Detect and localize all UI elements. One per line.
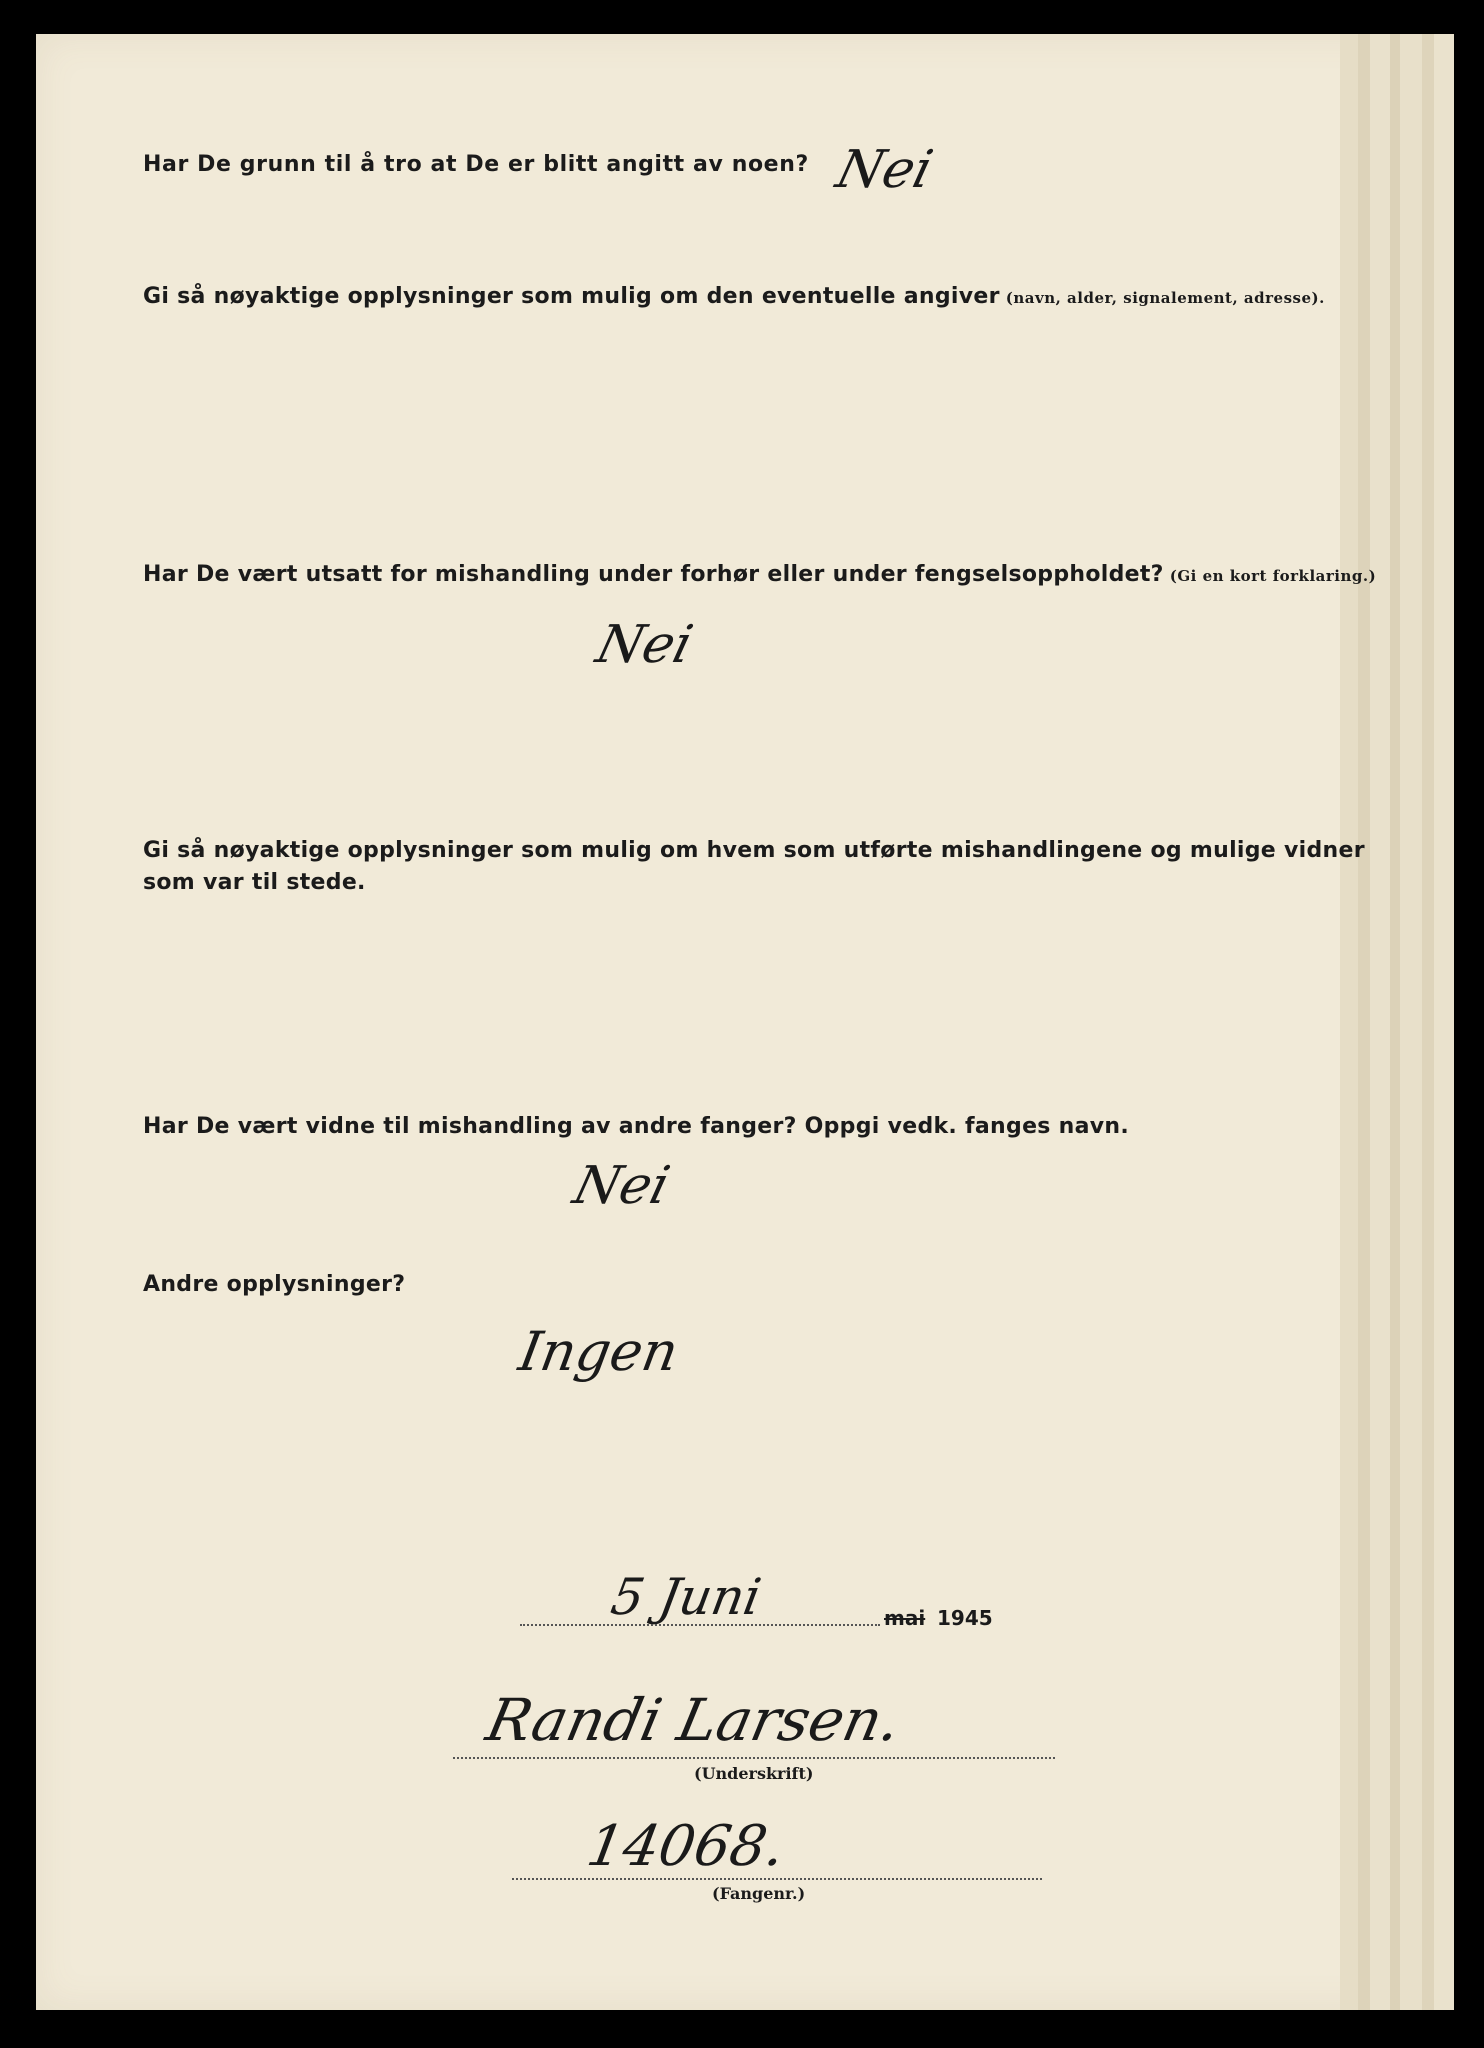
- question-informer-details-text: Gi så nøyaktige opplysninger som mulig om den eventuelle angiver: [143, 284, 1000, 309]
- answer-other-info: Ingen: [514, 1320, 683, 1383]
- question-perpetrators: Gi så nøyaktige opplysninger som mulig om hvem som utførte mishandlingene og mulige vidner: [143, 838, 1365, 863]
- date-handwritten: 5 Juni: [606, 1568, 766, 1626]
- prisoner-number: 14068.: [582, 1814, 790, 1879]
- answer-denounced: Nei: [830, 140, 939, 200]
- page-edge: [1390, 34, 1400, 2010]
- question-witness: Har De vært vidne til mishandling av andre fanger? Oppgi vedk. fanges navn.: [143, 1114, 1130, 1139]
- page-edge: [1422, 34, 1434, 2010]
- date-line: [520, 1624, 880, 1626]
- question-denounced: Har De grunn til å tro at De er blitt angitt av noen?: [143, 152, 809, 177]
- page-edge: [1434, 34, 1454, 2010]
- answer-mistreatment: Nei: [590, 615, 699, 675]
- question-other-info: Andre opplysninger?: [143, 1272, 406, 1297]
- month-struck: mai: [884, 1606, 926, 1630]
- prisoner-number-caption: (Fangenr.): [712, 1884, 806, 1903]
- signature-line: [453, 1757, 1055, 1759]
- signature-caption: (Underskrift): [694, 1764, 814, 1783]
- prisoner-number-line: [512, 1878, 1042, 1880]
- page-edge: [1370, 34, 1390, 2010]
- question-perpetrators-line2: som var til stede.: [143, 870, 366, 895]
- page-edge: [1358, 34, 1370, 2010]
- question-mistreatment: [143, 562, 1376, 587]
- question-informer-details-note: (navn, alder, signalement, adresse).: [1005, 289, 1325, 307]
- question-mistreatment-note: (Gi en kort forklaring.): [1169, 567, 1377, 585]
- question-mistreatment-text: Har De vært utsatt for mishandling under forhør eller under fengselsoppholdet?: [143, 562, 1164, 587]
- page-edge: [1400, 34, 1422, 2010]
- question-informer-details: [143, 284, 1325, 309]
- signature: Randi Larsen.: [480, 1686, 907, 1754]
- year: 1945: [937, 1606, 993, 1630]
- page-edge: [1340, 34, 1358, 2010]
- answer-witness: Nei: [567, 1156, 676, 1216]
